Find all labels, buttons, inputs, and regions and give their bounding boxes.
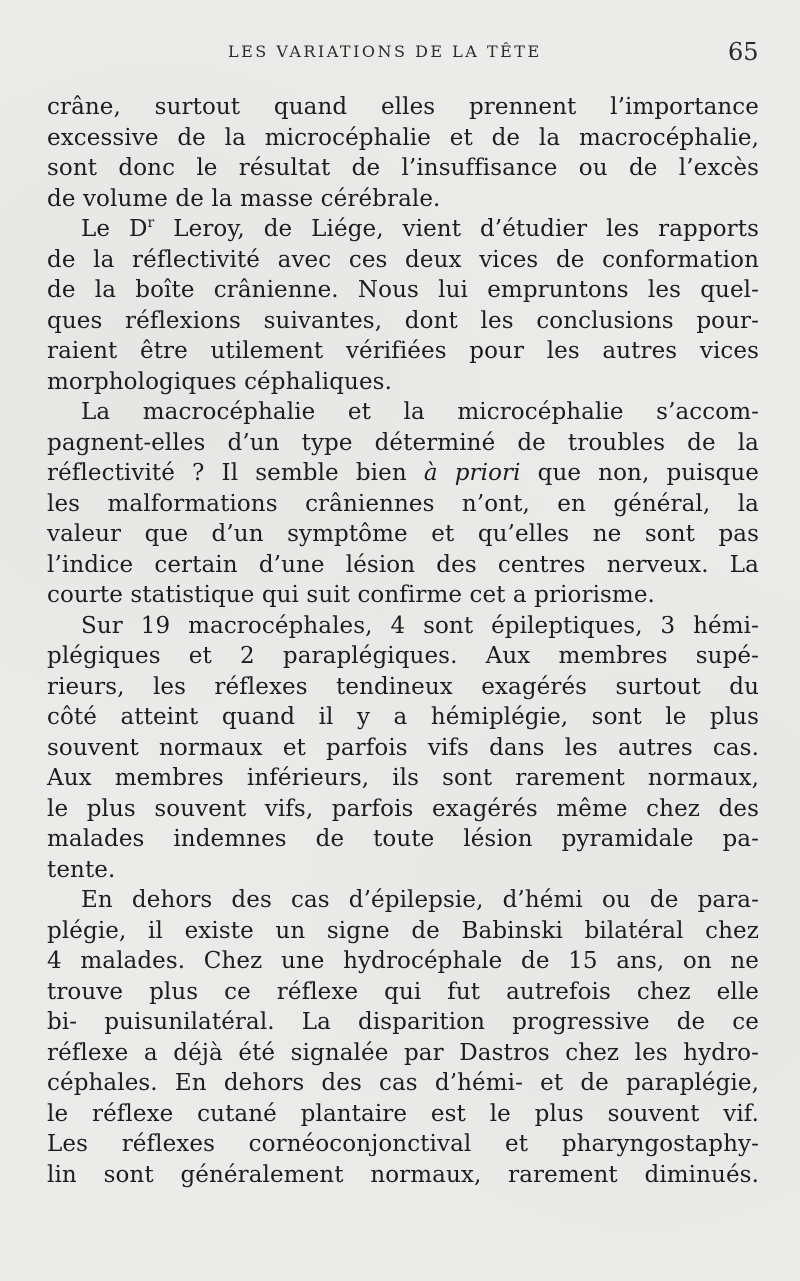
text-line: pagnent-elles d’un type déterminé de troubles de la <box>47 429 759 456</box>
text-line: de volume de la masse cérébrale. <box>47 185 441 212</box>
text-line: valeur que d’un symptôme et qu’elles ne sont pas <box>47 521 759 547</box>
superscript: r <box>147 215 155 231</box>
text-line: courte statistique qui suit confirme cet a priorisme. <box>47 582 655 608</box>
text-line: lin sont généralement normaux, rarement diminués. <box>47 1161 759 1188</box>
text-line: de la boîte crânienne. Nous lui empruntons les quel- <box>47 277 759 303</box>
text-segment: réflectivité ? Il semble bien <box>47 460 424 486</box>
text-line: de la réflectivité avec ces deux vices de conformation <box>47 246 759 273</box>
text-segment: que non, puisque <box>520 460 759 486</box>
italic-phrase: à priori <box>423 460 521 486</box>
text-line: sont donc le résultat de l’insuffisance ou de l’excès <box>47 155 759 181</box>
text-line: morphologiques céphaliques. <box>47 368 392 395</box>
text-line: malades indemnes de toute lésion pyramidale pa- <box>47 826 759 852</box>
running-header <box>0 38 800 74</box>
text-segment: Le D <box>81 216 148 242</box>
text-line: rieurs, les réflexes tendineux exagérés surtout du <box>47 673 759 700</box>
text-segment: Leroy, de Liége, vient d’étudier les rapports <box>154 216 759 242</box>
text-line: raient être utilement vérifiées pour les autres vices <box>47 338 759 364</box>
text-line: l’indice certain d’une lésion des centres nerveux. La <box>47 551 759 578</box>
text-line: Sur 19 macrocéphales, 4 sont épileptiques, 3 hémi- <box>81 612 759 639</box>
text-line: réflexe a déjà été signalée par Dastros chez les hydro- <box>47 1039 759 1066</box>
text-line: souvent normaux et parfois vifs dans les autres cas. <box>47 734 759 761</box>
text-line: bi- puisunilatéral. La disparition progressive de ce <box>47 1009 759 1035</box>
text-line: plégiques et 2 paraplégiques. Aux membres supé- <box>47 643 759 669</box>
text-line: Aux membres inférieurs, ils sont rarement normaux, <box>47 765 759 791</box>
text-line: En dehors des cas d’épilepsie, d’hémi ou de para- <box>81 887 759 913</box>
text-line: 4 malades. Chez une hydrocéphale de 15 ans, on ne <box>47 948 759 974</box>
body-text <box>47 92 759 1190</box>
text-line: le réflexe cutané plantaire est le plus souvent vif. <box>47 1100 759 1127</box>
text-line: plégie, il existe un signe de Babinski bilatéral chez <box>47 917 759 944</box>
text-line <box>47 458 759 489</box>
text-line: ques réflexions suivantes, dont les conclusions pour- <box>47 307 759 334</box>
page-number: 65 <box>728 38 759 66</box>
running-title: LES VARIATIONS DE LA TÊTE <box>228 42 542 61</box>
text-line: crâne, surtout quand elles prennent l’importance <box>47 94 759 120</box>
text-line: La macrocéphalie et la microcéphalie s’accom- <box>81 399 759 425</box>
text-line: le plus souvent vifs, parfois exagérés même chez des <box>47 795 759 822</box>
text-line: céphales. En dehors des cas d’hémi- et de paraplégie, <box>47 1070 759 1096</box>
text-line <box>47 214 759 245</box>
text-line: tente. <box>47 856 116 883</box>
text-line: excessive de la microcéphalie et de la macrocéphalie, <box>47 124 759 151</box>
text-line: côté atteint quand il y a hémiplégie, sont le plus <box>47 704 759 730</box>
text-line: les malformations crâniennes n’ont, en général, la <box>47 490 759 517</box>
text-line: Les réflexes cornéoconjonctival et pharyngostaphy- <box>47 1131 759 1157</box>
text-line: trouve plus ce réflexe qui fut autrefois chez elle <box>47 978 759 1005</box>
